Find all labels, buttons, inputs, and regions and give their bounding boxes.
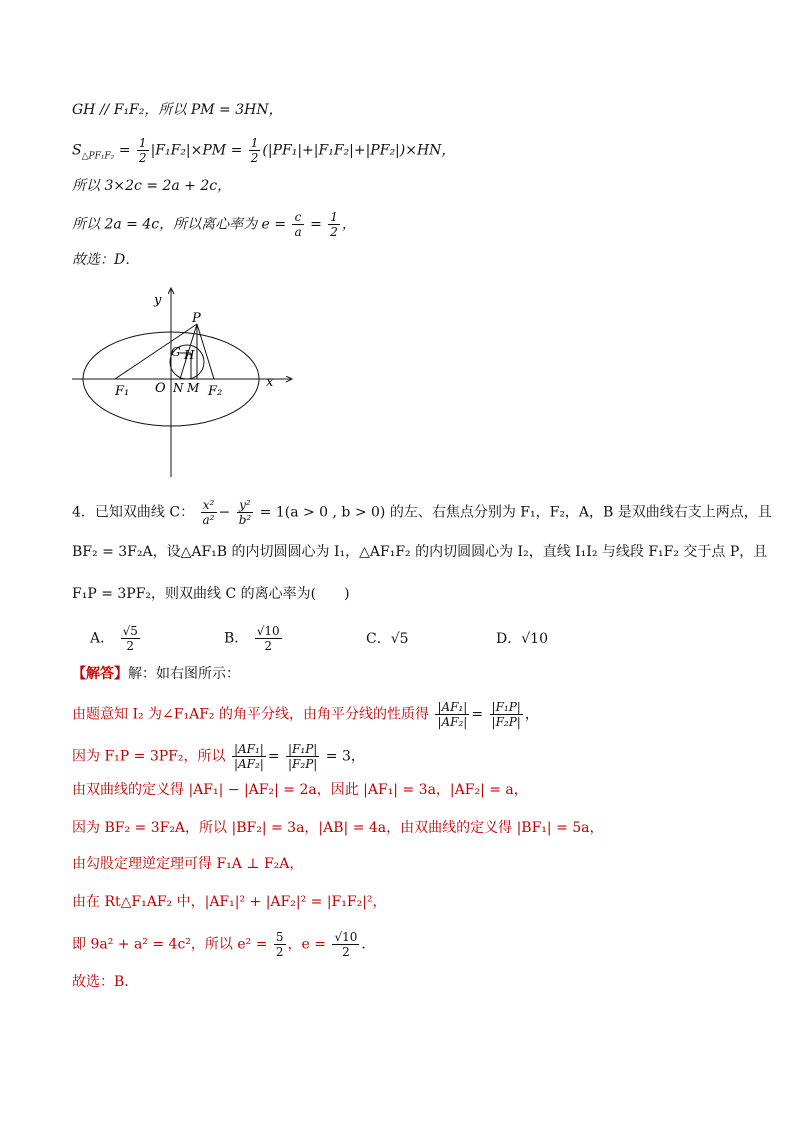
solution-step-7: 即 9a² + a² = 4c²，所以 e² = $\frac{5}{2}$ ，e = $\frac{√10}{2}$ ． [72,930,376,959]
solution-heading [72,664,240,684]
fraction-c-over-a: $\frac{c}{a}$ [294,210,302,239]
label-g: G [171,345,181,359]
solution-line-4: 所以 2a = 4c，所以离心率为 e = $\frac{c}{a}$ = $\frac{1}{2}$ ， [72,210,356,239]
fraction-f1p-f2p-2: $\frac{\text{|F₁P|}}{\text{|F₂P|}}$ [288,742,318,771]
question-4-line-1: 4．已知双曲线 C： $\frac{\text{x²}}{\text{a²}}$ − $\frac{\text{y²}}{\text{b²}}$ = 1(a > 0 , b > 0) 的左、右焦点分别为 F₁，F₂，A，B 是双曲线右支上两点，且 [72,498,772,527]
fraction-y2-b2: $\frac{\text{y²}}{\text{b²}}$ [238,498,252,527]
solution-line-1: GH // F₁F₂，所以 PM = 3HN， [72,102,283,118]
answer-line-b: 故选：B． [72,974,139,990]
option-b: B． $\frac{√10}{2}$ [224,624,280,653]
question-4-line-2: BF₂ = 3F₂A，设△AF₁B 的内切圆圆心为 I₁，△AF₁F₂ 的内切圆圆心为 I₂，直线 I₁I₂ 与线段 F₁F₂ 交于点 P，且 [72,544,768,560]
option-a: A． $\frac{√5}{2}$ [90,624,138,653]
ellipse-figure [70,282,300,482]
fraction-half-2: $\frac{1}{2}$ [250,136,259,165]
fraction-af1-af2: $\frac{\text{|AF₁|}}{\text{|AF₂|}}$ [437,700,468,729]
solution-step-5: 由勾股定理逆定理可得 F₁A ⊥ F₂A， [72,856,304,872]
equals: = [114,142,135,159]
option-a-fraction: $\frac{√5}{2}$ [122,624,138,653]
fraction-sqrt10-half: $\frac{√10}{2}$ [334,930,358,959]
answer-line-d: 故选：D． [72,252,140,268]
label-n: N [173,381,184,395]
option-b-fraction: $\frac{√10}{2}$ [256,624,280,653]
area-subscript: △PF₁F₂ [81,151,115,162]
label-x: x [266,375,274,390]
segment-2: (|PF₁|+|F₁F₂|+|PF₂|)×HN， [262,142,456,159]
label-p: P [192,311,201,326]
question-4-line-3: F₁P = 3PF₂，则双曲线 C 的离心率为( ) [72,586,350,602]
solution-label: 【解答】 [72,666,128,682]
fraction-x2-a2: $\frac{\text{x²}}{\text{a²}}$ [202,498,215,527]
fraction-half-3: $\frac{1}{2}$ [330,210,338,239]
solution-step-4: 因为 BF₂ = 3F₂A，所以 |BF₂| = 3a，|AB| = 4a，由双曲线的定义得 |BF₁| = 5a， [72,820,604,836]
fraction-half-1: $\frac{1}{2}$ [138,136,147,165]
label-m: M [187,381,200,395]
solution-step-1: 由题意知 I₂ 为∠F₁AF₂ 的角平分线，由角平分线的性质得 $\frac{\text{|AF₁|}}{\text{|AF₂|}}$ = $\frac{\text{|F₁P|}}{\text{|F₂P|}}$ ， [72,700,539,729]
option-c: C．√5 [366,631,409,647]
eccentricity-text: 所以 2a = 4c，所以离心率为 e = [72,216,291,233]
label-f2: F₂ [208,384,223,399]
label-h: H [184,348,195,362]
line-p-f2 [197,324,214,379]
solution-line-3: 所以 3×2c = 2a + 2c， [72,178,232,194]
fraction-f1p-f2p: $\frac{\text{|F₁P|}}{\text{|F₂P|}}$ [491,700,521,729]
label-f1: F₁ [115,384,130,399]
option-d: D．√10 [496,631,548,647]
fraction-five-half: $\frac{5}{2}$ [275,930,284,959]
area-symbol: S [72,142,82,159]
segment-1: |F₁F₂|×PM = [150,142,247,159]
solution-intro: 解：如右图所示： [128,666,240,682]
label-y: y [154,293,162,308]
solution-step-3: 由双曲线的定义得 |AF₁| − |AF₂| = 2a，因此 |AF₁| = 3a，|AF₂| = a， [72,782,528,798]
solution-step-2: 因为 F₁P = 3PF₂，所以 $\frac{\text{|AF₁|}}{\text{|AF₂|}}$ = $\frac{\text{|F₁P|}}{\text{|F₂P|}}$ = 3， [72,742,365,771]
fraction-af1-af2-2: $\frac{\text{|AF₁|}}{\text{|AF₂|}}$ [233,742,264,771]
label-o: O [155,381,166,396]
solution-step-6: 由在 Rt△F₁AF₂ 中，|AF₁|² + |AF₂|² = |F₁F₂|²， [72,894,387,910]
solution-line-2 [72,136,455,166]
